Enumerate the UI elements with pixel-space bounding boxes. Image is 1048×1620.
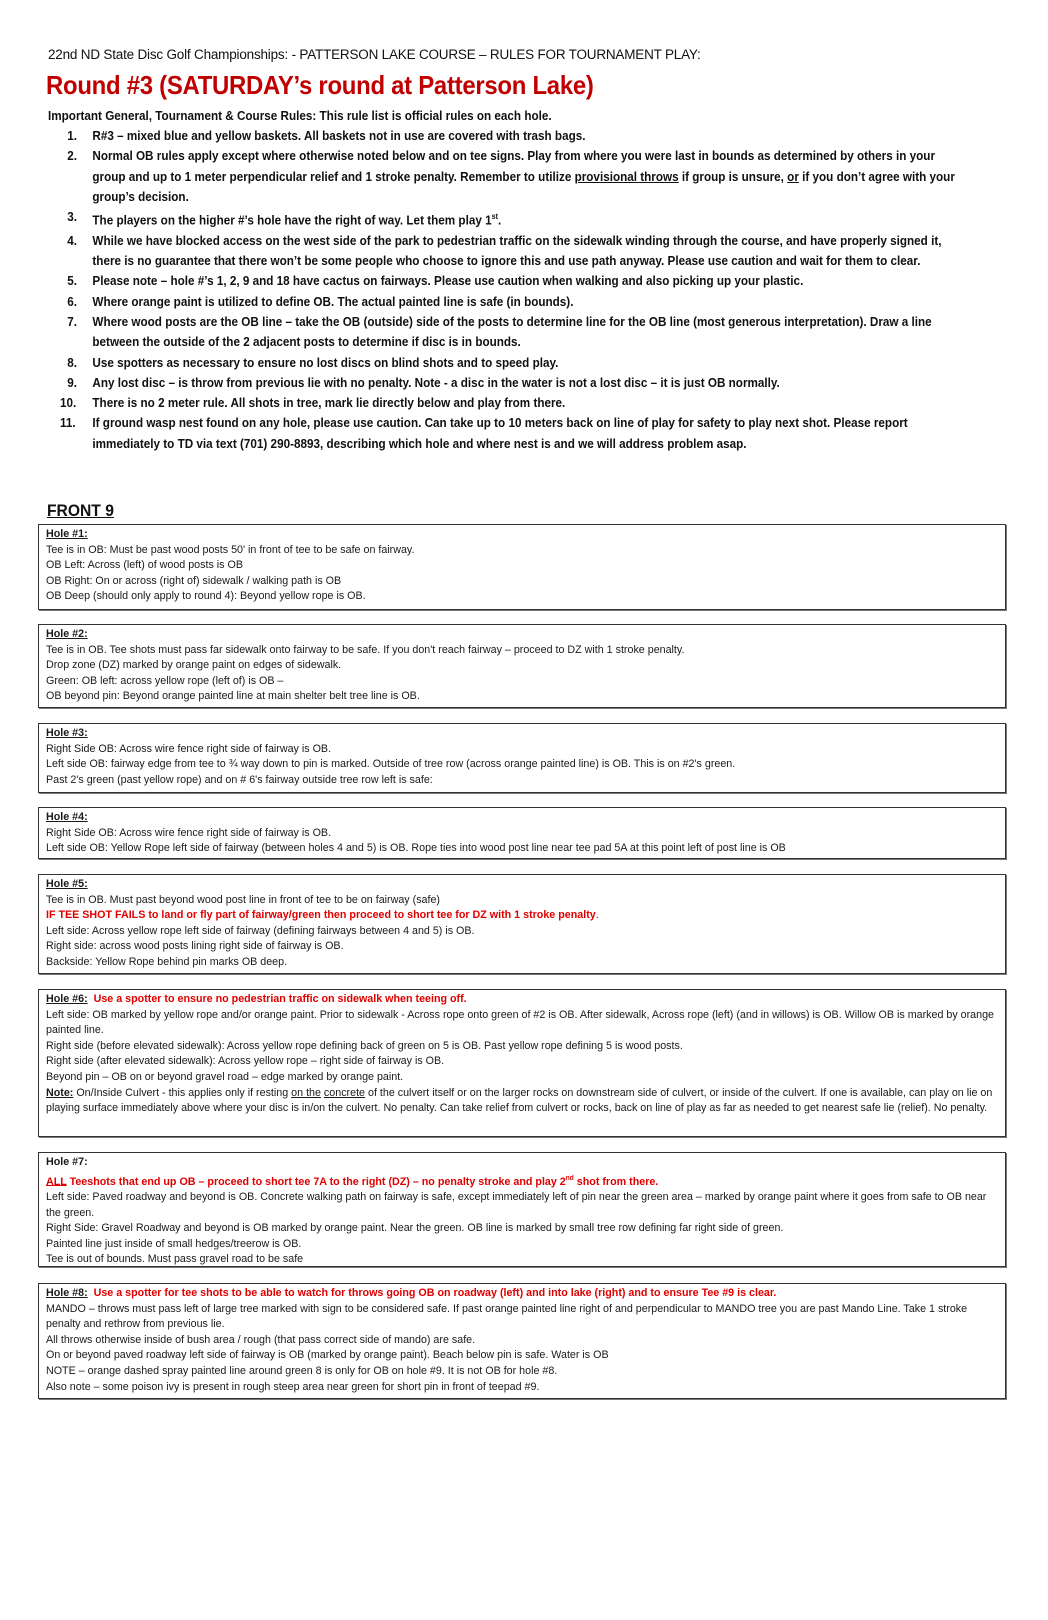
document-header: 22nd ND State Disc Golf Championships: - PATTERSON LAKE COURSE – RULES FOR TOURNAMENT PLAY: [48,47,701,62]
hole-5-box: Hole #5: Tee is in OB. Must past beyond wood post line in front of tee to be on fairway (safe) IF TEE SHOT FAILS to land or fly part of fairway/green then proceed to short tee for DZ with 1 stroke penalty. Left side: Across yellow rope left side of fairway (defining fairways between 4 and 5) is OB. Right side: across wood posts lining right side of fairway is OB. Backside: Yellow Rope behind pin marks OB deep. [38,874,1006,974]
spotter-warning: Use a spotter to ensure no pedestrian traffic on sidewalk when teeing off. [93,993,467,1005]
hole-2-box: Hole #2: Tee is in OB. Tee shots must pass far sidewalk onto fairway to be safe. If you don't reach fairway – proceed to DZ with 1 stroke penalty. Drop zone (DZ) marked by orange paint on edges of sidewalk. Green: OB left: across yellow rope (left of) is OB – OB beyond pin: Beyond orange painted line at main shelter belt tree line is OB. [38,624,1006,708]
hole-7-box: Hole #7: ALL Teeshots that end up OB – proceed to short tee 7A to the right (DZ) – no penalty stroke and play 2nd shot from there. Left side: Paved roadway and beyond is OB. Concrete walking path on fairway is safe, except immediately left of pin near the green area – marked by orange paint where it goes from safe to OB near the green. Right Side: Gravel Roadway and beyond is OB marked by orange paint. Near the green. OB line is marked by small tree row defining far right side of green. Painted line just inside of small hedges/treerow is OB. Tee is out of bounds. Must pass gravel road to be safe [38,1152,1006,1267]
document-title: Round #3 (SATURDAY’s round at Patterson Lake) [46,70,594,100]
section-title-front-9: FRONT 9 [47,501,114,520]
hole-8-box: Hole #8: Use a spotter for tee shots to be able to watch for throws going OB on roadway (left) and into lake (right) and to ensure Tee #9 is clear. MANDO – throws must pass left of large tree marked with sign to be considered safe. If past orange painted line right of and perpendicular to MANDO tree you are past Mando Line. Take 1 stroke penalty and rethrow from previous lie. All throws otherwise inside of bush area / rough (that pass correct side of mando) are safe. On or beyond paved roadway left side of fairway is OB (marked by orange paint). Beach below pin is safe. Water is OB NOTE – orange dashed spray painted line around green 8 is only for OB on hole #9. It is not OB for hole #8. Also note – some poison ivy is present in rough steep area near green for short pin in front of teepad #9. [38,1283,1006,1399]
general-rules-list [60,126,960,454]
rule-item: 3. The players on the higher #’s hole have the right of way. Let them play 1st. [67,209,502,228]
hole-title: Hole #3: [46,727,88,739]
hole-title: Hole #8: [46,1287,88,1299]
rule-item: 11. If ground wasp nest found on any hole, please use caution. Can take up to 10 meters back on line of play for safety to play next shot. Please report immediately to TD via text (701) 290-8893, describing which hole and where nest is and we will address problem asap. [60,415,908,451]
spotter-warning: Use a spotter for tee shots to be able to watch for throws going OB on roadway (left) and into lake (right) and to ensure Tee #9 is clear. [93,1287,777,1299]
rule-item: 7. Where wood posts are the OB line – take the OB (outside) side of the posts to determine line for the OB line (most generous interpretation). Draw a line between the outside of the 2 adjacent posts to determine if disc is in bounds. [67,314,932,350]
hole-6-box: Hole #6: Use a spotter to ensure no pedestrian traffic on sidewalk when teeing off. Left side: OB marked by yellow rope and/or orange paint. Prior to sidewalk - Across rope onto green of #2 is OB. After sidewalk, Across rope (left) (and in willows) is OB. Willow OB is marked by orange painted line. Right side (before elevated sidewalk): Across yellow rope defining back of green on 5 is OB. Past yellow rope defining 5 is wood posts. Right side (after elevated sidewalk): Across yellow rope – right side of fairway is OB. Beyond pin – OB on or beyond gravel road – edge marked by orange paint. Note: On/Inside Culvert - this applies only if resting on the concrete of the culvert itself or on the larger rocks on downstream side of culvert, or inside of the culvert. If one is available, can play on lie on playing surface immediately above where your disc is in/on the culvert. No penalty. Can take relief from culvert or rocks, back on line of play as far as needed to get nearest safe lie (relief). No penalty. [38,989,1006,1137]
hole-title: Hole #5: [46,878,88,890]
rule-item: 10. There is no 2 meter rule. All shots in tree, mark lie directly below and play from there. [60,395,566,411]
rule-item: 8. Use spotters as necessary to ensure no lost discs on blind shots and to speed play. [67,354,559,370]
hole-3-box: Hole #3: Right Side OB: Across wire fence right side of fairway is OB. Left side OB: fairway edge from tee to ¾ way down to pin is marked. Outside of tree row (across orange painted line) is OB. This is on #2's green. Past 2's green (past yellow rope) and on # 6's fairway outside tree row left is safe: [38,723,1006,793]
hole-title: Hole #2: [46,628,88,640]
hole-title: Hole #4: [46,811,88,823]
hole-1-box: Hole #1: Tee is in OB: Must be past wood posts 50' in front of tee to be safe on fairway. OB Left: Across (left) of wood posts is OB OB Right: On or across (right of) sidewalk / walking path is OB OB Deep (should only apply to round 4): Beyond yellow rope is OB. [38,524,1006,610]
hole-title: Hole #1: [46,528,88,540]
hole-title: Hole #7: [46,1156,88,1168]
rules-intro: Important General, Tournament & Course Rules: This rule list is official rules on each hole. [48,108,552,123]
hole-4-box: Hole #4: Right Side OB: Across wire fence right side of fairway is OB. Left side OB: Yellow Rope left side of fairway (between holes 4 and 5) is OB. Rope ties into wood post line near tee pad 5A at this point left of post line is OB [38,807,1006,859]
rule-item: 9. Any lost disc – is throw from previous lie with no penalty. Note - a disc in the water is not a lost disc – it is just OB normally. [67,374,780,390]
rule-item: 1. R#3 – mixed blue and yellow baskets. All baskets not in use are covered with trash bags. [67,128,586,143]
rule-item: 4. While we have blocked access on the west side of the park to pedestrian traffic on the sidewalk winding through the course, and have properly signed it, there is no guarantee that there won’t be some people who choose to ignore this and use path anyway. Please use caution and wait for them to clear. [67,232,942,269]
rule-item: 6. Where orange paint is utilized to define OB. The actual painted line is safe (in bounds). [67,293,574,309]
teeshot-ob-warning: Teeshots that end up OB – proceed to short tee 7A to the right (DZ) – no penalty stroke and play 2 [66,1175,566,1188]
dz-warning: IF TEE SHOT FAILS to land or fly part of fairway/green then proceed to short tee for DZ with 1 stroke penalty [46,909,596,922]
rule-item: 5. Please note – hole #’s 1, 2, 9 and 18 have cactus on fairways. Please use caution when walking and also picking up your plastic. [67,273,804,289]
hole-title: Hole #6: [46,993,88,1005]
rule-item: 2. Normal OB rules apply except where otherwise noted below and on tee signs. Play from where you were last in bounds as determined by others in your group and up to 1 meter perpendicular relief and 1 stroke penalty. Remember to utilize provisional throws if group is unsure, or if you don’t agree with your group’s decision. [67,148,955,204]
provisional-throws-underlined: provisional throws [574,168,679,184]
